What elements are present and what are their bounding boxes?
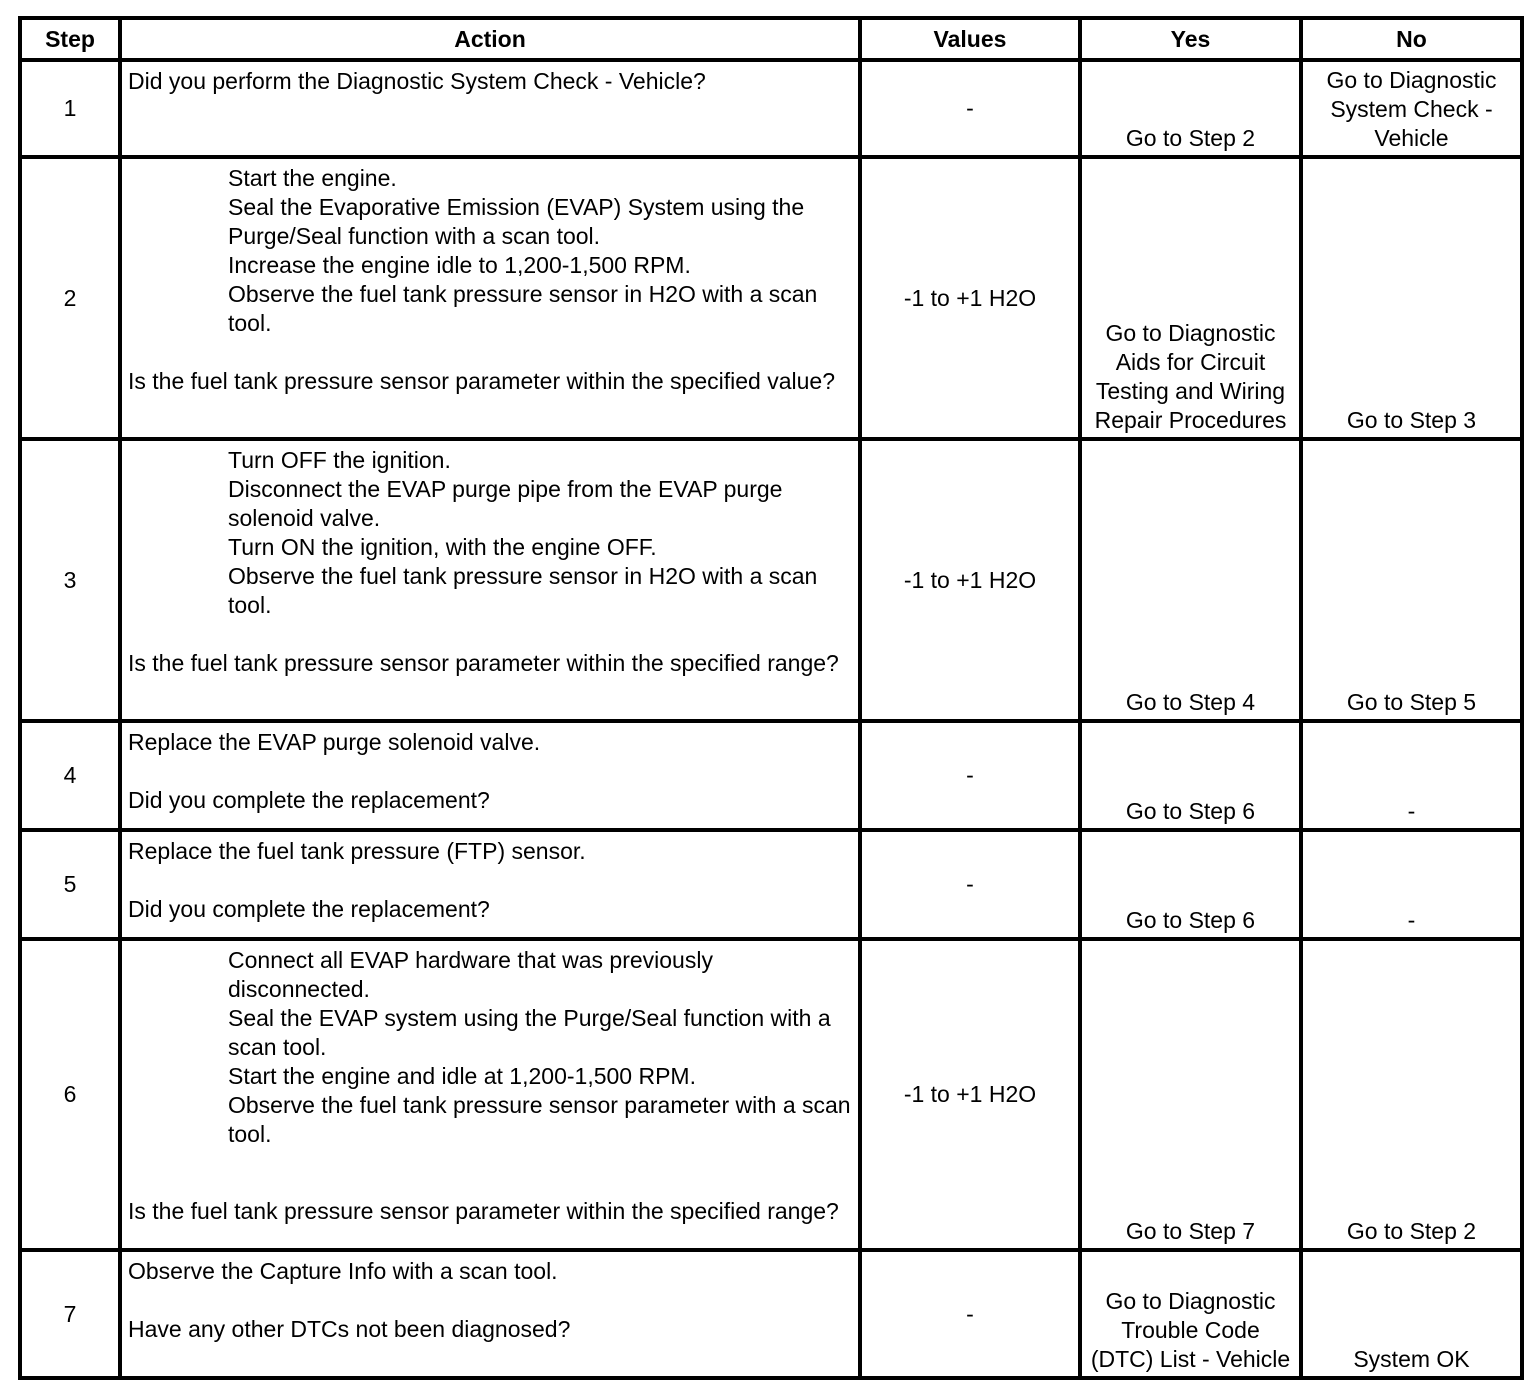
action-step: Observe the fuel tank pressure sensor in H2O with a scan tool. — [228, 281, 818, 336]
table-row — [20, 157, 1522, 439]
header-no: No — [1301, 18, 1522, 60]
value-cell: -1 to +1 H2O — [860, 157, 1080, 439]
step-number: 3 — [20, 439, 120, 721]
action-step: Seal the EVAP system using the Purge/Seal function with a scan tool. — [228, 1005, 831, 1060]
no-cell: - — [1301, 721, 1522, 830]
header-row — [20, 18, 1522, 60]
action-cell — [120, 439, 860, 721]
action-question: Did you complete the replacement? — [128, 787, 490, 813]
header-values: Values — [860, 18, 1080, 60]
header-action: Action — [120, 18, 860, 60]
step-number: 2 — [20, 157, 120, 439]
action-question: Have any other DTCs not been diagnosed? — [128, 1316, 571, 1342]
action-question: Is the fuel tank pressure sensor parameter within the specified range? — [128, 1198, 839, 1224]
action-text: Replace the EVAP purge solenoid valve. — [128, 729, 541, 755]
yes-cell: Go to Step 2 — [1080, 60, 1301, 157]
diagnostic-table-container — [18, 16, 1524, 1380]
yes-cell: Go to Step 6 — [1080, 830, 1301, 939]
action-steps-list — [128, 164, 854, 338]
action-step: Observe the fuel tank pressure sensor in H2O with a scan tool. — [228, 563, 818, 618]
value-cell: - — [860, 60, 1080, 157]
action-cell — [120, 157, 860, 439]
value-cell: - — [860, 721, 1080, 830]
step-number: 6 — [20, 939, 120, 1250]
action-cell — [120, 721, 860, 830]
action-text: Observe the Capture Info with a scan tool. — [128, 1258, 558, 1284]
no-cell: Go to Step 3 — [1301, 157, 1522, 439]
table-row — [20, 1250, 1522, 1378]
table-row — [20, 939, 1522, 1250]
step-number: 1 — [20, 60, 120, 157]
action-question: Is the fuel tank pressure sensor parameter within the specified range? — [128, 650, 839, 676]
action-text: Replace the fuel tank pressure (FTP) sensor. — [128, 838, 586, 864]
table-row — [20, 60, 1522, 157]
step-number: 7 — [20, 1250, 120, 1378]
action-question: Is the fuel tank pressure sensor parameter within the specified value? — [128, 368, 835, 394]
yes-cell: Go to Diagnostic Aids for Circuit Testing and Wiring Repair Procedures — [1080, 157, 1301, 439]
no-cell: System OK — [1301, 1250, 1522, 1378]
action-question: Did you complete the replacement? — [128, 896, 490, 922]
table-row — [20, 721, 1522, 830]
action-step: Observe the fuel tank pressure sensor parameter with a scan tool. — [228, 1092, 851, 1147]
no-cell: Go to Step 5 — [1301, 439, 1522, 721]
action-cell — [120, 60, 860, 157]
header-step: Step — [20, 18, 120, 60]
header-yes: Yes — [1080, 18, 1301, 60]
table-row — [20, 439, 1522, 721]
no-cell: Go to Diagnostic System Check - Vehicle — [1301, 60, 1522, 157]
yes-cell: Go to Step 7 — [1080, 939, 1301, 1250]
diagnostic-table — [18, 16, 1524, 1380]
action-step: Connect all EVAP hardware that was previously disconnected. — [228, 947, 713, 1002]
step-number: 5 — [20, 830, 120, 939]
action-step: Start the engine. — [228, 165, 397, 191]
no-cell: Go to Step 2 — [1301, 939, 1522, 1250]
action-step: Turn ON the ignition, with the engine OFF. — [228, 534, 657, 560]
yes-cell: Go to Step 6 — [1080, 721, 1301, 830]
no-cell: - — [1301, 830, 1522, 939]
action-step: Increase the engine idle to 1,200-1,500 RPM. — [228, 252, 691, 278]
value-cell: -1 to +1 H2O — [860, 939, 1080, 1250]
action-step: Disconnect the EVAP purge pipe from the EVAP purge solenoid valve. — [228, 476, 783, 531]
action-step: Start the engine and idle at 1,200-1,500 RPM. — [228, 1063, 696, 1089]
yes-cell: Go to Step 4 — [1080, 439, 1301, 721]
value-cell: - — [860, 830, 1080, 939]
action-steps-list — [128, 946, 854, 1149]
action-text: Did you perform the Diagnostic System Check - Vehicle? — [128, 68, 706, 94]
action-steps-list — [128, 446, 854, 620]
action-step: Seal the Evaporative Emission (EVAP) System using the Purge/Seal function with a scan tool. — [228, 194, 805, 249]
action-cell — [120, 830, 860, 939]
value-cell: - — [860, 1250, 1080, 1378]
table-row — [20, 830, 1522, 939]
action-cell — [120, 1250, 860, 1378]
action-cell — [120, 939, 860, 1250]
value-cell: -1 to +1 H2O — [860, 439, 1080, 721]
yes-cell: Go to Diagnostic Trouble Code (DTC) List - Vehicle — [1080, 1250, 1301, 1378]
step-number: 4 — [20, 721, 120, 830]
action-step: Turn OFF the ignition. — [228, 447, 451, 473]
